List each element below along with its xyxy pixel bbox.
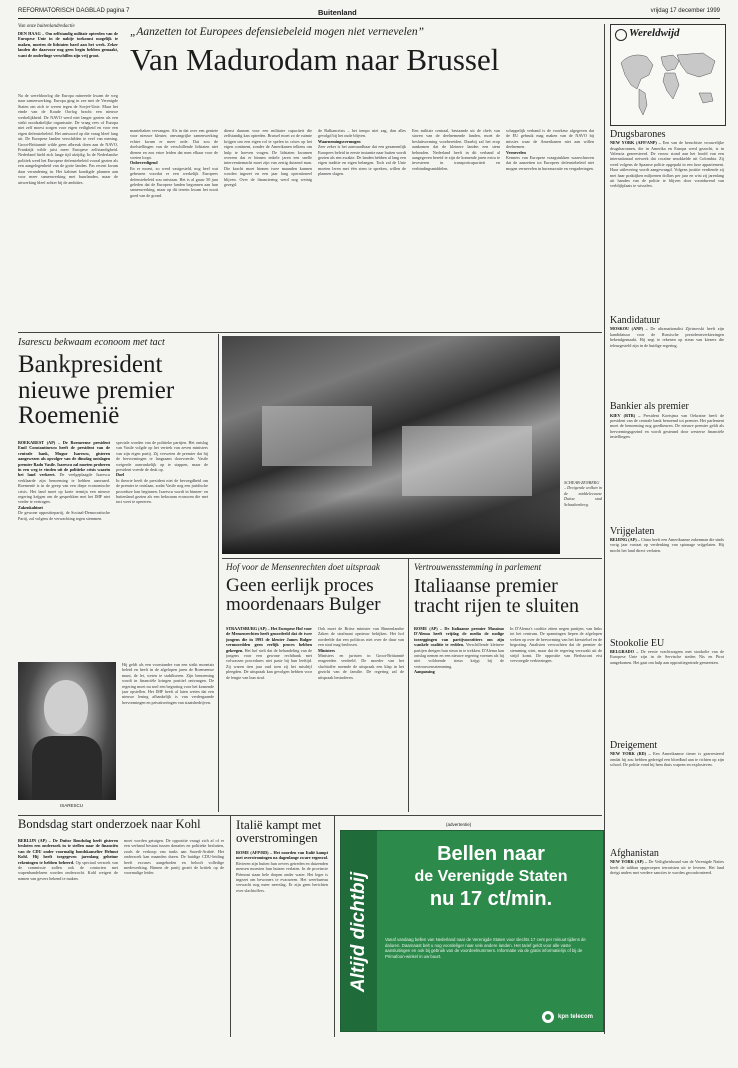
top-kicker: „Aanzetten tot Europees defensiebeleid mogen niet vernevelen” (130, 26, 425, 38)
romania-body-1: BOEKAREST (AP) – De Roemeense president Emil Constantinescu heeft de president van de centrale bank, Mugur Isarescu, gisteren aangewezen als opvolger van de dinsdag ontslagen premier Radu Vasile. Isarescu zal moeten proberen in een weg te vinden uit de politieke crisis waarin het land verkeert. De veelgeplaagde Isarescu verklaarde zijn benoeming te hebben aanvaard. Roemenië is in de greep van een diepe economische crisis. Het land moet op korte termijn een nieuwe regering krijgen om de gesprekken met het IMF niet verder te vertragen. Zakenkabinet De gewone oppositiepartij, de Sociaal-Democratische Partij, zal volgens de verwachting tegen stemmen. (18, 440, 110, 521)
romania-sub-2: Doel (116, 472, 125, 478)
paper-name: REFORMATORISCH DAGBLAD pagina 7 (18, 8, 130, 14)
ww-head-2: Kandidatuur (610, 315, 660, 327)
byline: Van onze buitenlandredactie (18, 24, 75, 29)
ww-dateline-7: NEW YORK (AP) – (610, 859, 648, 865)
ww-head-6: Dreigement (610, 739, 658, 751)
romania-sub-1: Zakenkabinet (18, 504, 43, 510)
section-rule-3 (18, 815, 602, 816)
top-body-1: Na de wereldoorlog die Europa ruïneerde kwam de weg naar samenwerking. Europa ging in zee met de Verenigde Staten om zich te weren tegen de Sovjet-Unie. Maar het einde van de Koude Oorlog bracht een nieuwe werkelijkheid. De NAVO werd niet langer gezien als een strikt noodzakelijke organisatie. De vraag rees of Europa niet zelf moest zorgen voor eigen veiligheid en voor een eigen defensiebeleid. Het antwoord op die vraag bleef lang uit. De Europese landen verschilden te veel van mening. Groot-Brittannië wilde geen afbreuk doen aan de NAVO, Frankrijk wilde juist meer Europese zelfstandigheid. Nederland hield zich lange tijd afzijdig. In de Nederlandse politiek werd het Europese defensiebeleid vooral gezien als een aangelegenheid van de grote landen. Pas recent kwam daar verandering in. Het kabinet kondigde plannen aan voor meer samenwerking met buurlanden, maar de uitwerking bleef achter bij de ambities. (18, 93, 118, 185)
column-divider-left (218, 334, 219, 812)
top-lead: DEN HAAG – Om zelfstandig militair optreden van de Europese Unie in de nabije toekomst mogelijk te maken, moeten de lidstaten hard aan het werk. Zeker landen die daarvoor nog geen begin hebben gemaakt, want de onderlinge verschillen zijn vrij groot. (18, 31, 118, 58)
ww-item-5: Stookolie EU BELGRADO – De eerste vrachtwagens met stookolie van de Europese Unie zijn in de Servische steden Nis en Pirot aangekomen. Het gaat om hulp aan oppositiegezinde gemeenten. (610, 637, 724, 665)
ww-dateline-4: BEIJING (AP) – (610, 536, 640, 542)
section-rule-2 (222, 558, 602, 559)
masthead (18, 8, 720, 17)
italy-bottom-dateline: ROME (AFP/RD) – (236, 850, 273, 855)
italy-top-body-1: ROME (AP) – De Italiaanse premier Massimo D'Alema heeft vrijdag de media de nodige toezeggingen van partijvoorzitters om zijn wankele coalitie te redden. Verschillende kleinere partijen dreigen hun steun in te trekken. D'Alema kan ontslag nemen en een nieuwe regering vormen als hij niet voldoende steun krijgt bij de vertrouwensstemming. Aanpassing (414, 626, 504, 675)
sub-vernevelen: Vernevelen (506, 149, 526, 155)
ad-body: Vanaf vandaag bellen van Nederland naar de Verenigde Staten voor slechts 17 cent per minuut tijdens de daluren. Daarnaast belt u nog voordeliger naar vele andere landen. Het tarief geldt voor alle vaste aansluitingen en ook bij gebruik van de voordeelnummers. Informatie via de gratis informatielijn of bij de Primafoon-winkel in uw buurt. (385, 937, 586, 959)
romania-body-3: Hij geldt als een voorstander van een strikt monetair beleid en heeft in de afgelopen jaren de Roemeense munt, de lei, weten te stabiliseren. Zijn benoeming wordt in financiële kringen positief ontvangen. De regering moet nu snel een begroting voor het komende jaar opstellen. Het IMF heeft al laten weten dat een nieuwe lening afhankelijk is van verdergaande hervormingen en privatiseringen van staatsbedrijven. (122, 662, 214, 705)
top-body-3: dienst daarom voor een militaire capaciteit die zelfstandig kan optreden. Brussel moet zo de ruimte krijgen om een eigen rol te spelen in crises op het eigen continent, zonder de Amerikanen telkens om hulp te hoeven vragen. De lidstaten kwamen overeen dat er binnen enkele jaren een snelle interventiemacht moet zijn van zestig duizend man. Die kracht moet binnen twee maanden kunnen worden ingezet en een jaar lang operationeel blijven. Over de financiering werd nog weinig gezegd. (224, 128, 312, 188)
portrait-suit (32, 736, 102, 800)
ww-dateline-6: NEW YORK (RD) – (610, 751, 651, 757)
bulger-body-1: STRAATSBURG (AP) – Het Europese Hof voor de Mensenrechten heeft geoordeeld dat de twee jongens die in 1993 de kleuter James Bulger vermoordden geen eerlijk proces hebben gekregen. Het hof stelt dat de behandeling van de jongens voor een gewone rechtbank met volwassen procedures niet paste bij hun leeftijd. Zij waren tien jaar oud toen zij het misdrijf pleegden. De uitspraak kan gevolgen hebben voor de lengte van hun straf. (226, 626, 312, 680)
ww-dateline-5: BELGRADO – (610, 648, 639, 654)
ww-item-4: Vrijgelaten BEIJING (AP) – China heeft een Amerikaanse zakenman die sinds vorig jaar vastzat op verdenking van spionage vrijgelaten. Hij mocht het land direct verlaten. (610, 525, 724, 553)
ww-head-3: Bankier als premier (610, 401, 689, 413)
town-photo (222, 336, 560, 554)
italy-top-body-2: In D'Alema's coalitie zitten negen partijen, van links tot het centrum. De spanningen liepen de afgelopen weken op over de hervorming van het kiesstelsel en de begroting. Analisten verwachten dat de premier de stemming wint, maar dat de regering verzwakt uit de strijd komt. De oppositie van Berlusconi eist vervroegde verkiezingen. (510, 626, 602, 664)
photo-castle (402, 426, 532, 496)
bulger-kicker: Hof voor de Mensenrechten doet uitspraak (226, 562, 380, 572)
top-headline: Van Madurodam naar Brussel (130, 42, 500, 77)
italy-top-sub: Aanpassing (414, 669, 435, 675)
kpn-logo-icon (542, 1011, 554, 1023)
bulger-body-2: Ook moet de Britse minister van Binnenlandse Zaken de strafmaat opnieuw bekijken. Het hof oordeelde dat een politicus niet over de duur van een straf mag beslissen. Ministers Ministers en juristen in Groot-Brittannië reageerden verdeeld. De moeder van het slachtoffer noemde de uitspraak een klap in het gezicht van de familie. De regering zal de uitspraak bestuderen. (318, 626, 404, 680)
sidebar-divider (604, 24, 605, 1034)
top-body-4: de Balkancrisis – het tempo niet zag, dan alles gevolgd bij het oude blijven. Waarnemingsvermogen Zeer zeker is het aanvaardbaar dat een gezamenlijk Europees beleid in eerste instantie naar buiten wordt gezien als een zwakte. De landen hebben al lang een eigen traditie en eigen belangen. Toch zal de Unie moeten leren met één stem te spreken, willen de plannen slagen. (318, 128, 406, 177)
ww-item-1: Drugsbarones NEW YORK (AFP/ANP) – Een van de beruchtste vrouwelijke drugsbaronnen, die in Amerika en Europa werd gezocht, is in Valencia gearresteerd. De vrouw stond aan het hoofd van een internationaal netwerk dat cocaïne smokkelde uit Colombia. Zij werd volgens de Spaanse politie opgepakt in een luxe appartement. Haar uitlevering wordt aangevraagd. Volgens justitie verdiende zij met haar praktijken miljoenen dollars per jaar en wist zij jarenlang uit handen van de politie te blijven door voortdurend van verblijfplaats te wisselen. (610, 129, 724, 189)
masthead-rule (18, 18, 720, 19)
italy-top-kicker: Vertrouwensstemming in parlement (414, 562, 542, 572)
section-title: Buitenland (318, 8, 357, 17)
ad-vertical-text: Altijd dichtbij (348, 871, 369, 993)
ad-line-1: Bellen naar (437, 843, 545, 865)
ww-item-3: Bankier als premier KIEV (RTR) – President Koetsjma van Oekraïne heeft de president van de centrale bank benoemd tot premier. Het parlement moet de benoeming nog goedkeuren. De nieuwe premier geldt als hervormingsgezind en wordt gesteund door westerse financiële instellingen. (610, 401, 724, 440)
portrait-face (44, 680, 88, 734)
photo-buildings (262, 406, 372, 466)
romania-kicker: Isarescu bekwaam econoom met tact (18, 337, 165, 348)
kohl-headline: Bondsdag start onderzoek naar Kohl (18, 817, 201, 831)
section-rule-1 (18, 332, 602, 333)
ww-item-7: Afghanistan NEW YORK (AP) – De Veiligheidsraad van de Verenigde Naties heeft de taliban opgeroepen terroristen uit te leveren. Het land dreigt anders met verdere sancties te worden geconfronteerd. (610, 848, 724, 876)
isarescu-caption: ISARESCU (60, 803, 84, 808)
ww-head-5: Stookolie EU (610, 637, 665, 649)
kohl-body-2: moet worden getuigen. De oppositie vraagt zich af of er een verband bestaat tussen donaties en politieke besluiten, zoals de verkoop van tanks aan Saoedi-Arabië. Het onderzoek kan maanden duren. De huidige CDU-leiding heeft excuses aangeboden en belooft volledige medewerking. Binnen de partij groeit de kritiek op de voormalige leider. (124, 838, 224, 876)
ww-dateline-1: NEW YORK (AFP/ANP) – (610, 140, 661, 146)
ww-item-6: Dreigement NEW YORK (RD) – Een Amerikaanse tiener is gearresteerd omdat hij zou hebben gedreigd een bloedbad aan te richten op zijn school. De politie vond bij hem thuis wapens en explosieven. (610, 739, 724, 767)
italy-top-headline: Italiaanse premier tracht rijen te sluiten (414, 575, 579, 618)
ww-dateline-2: MOSKOU (ANP) – (610, 326, 648, 332)
town-photo-caption: SCHEAB-ZENBERG – Dreigende wolken in de middeleeuwse Duitse stad Schaabenberg. (564, 480, 602, 507)
ww-item-2: Kandidatuur MOSKOU (ANP) – De ultranationalist Zjirinovski heeft zijn kandidatuur voor de Russische presidentsverkiezingen bekendgemaakt. Hij zegt te rekenen op steun van kiezers die teleurgesteld zijn in de huidige regering. (610, 315, 724, 348)
ww-dateline-3: KIEV (RTR) – (610, 412, 641, 418)
kpn-advertisement[interactable] (340, 830, 604, 1032)
ww-head-4: Vrijgelaten (610, 525, 655, 537)
kohl-body-1: BERLIJN (AP) – De Duitse Bondsdag heeft gisteren besloten een onderzoek in te stellen naar de financiën van de CDU onder voormalig bondskanselier Helmut Kohl. Hij heeft toegegeven jarenlang geheime rekeningen te hebben beheerd. Op speciaal verzoek van de commissie zullen ook de contacten met wapenhandelaren worden onderzocht. Kohl weigert de namen van gevers bekend te maken. (18, 838, 118, 881)
top-lead-column (18, 24, 118, 343)
ad-headline-block (385, 843, 597, 911)
ad-brand (542, 1011, 593, 1023)
globe-icon (615, 29, 627, 41)
italy-top-dateline: ROME (AP) – (414, 626, 443, 631)
sub-onbevredigend: Onbevredigend (130, 160, 158, 166)
ww-head-7: Afghanistan (610, 848, 659, 860)
romania-body-2: speciale worden van de politieke partijen. Het ontslag van Vasile volgde op het vertrek van zeven ministers van zijn eigen partij. Zij verweten de premier dat hij de hervormingen te langzaam doorvoerde. Vasile weigerde aanvankelijk op te stappen, maar de president voerde de druk op. Doel In theorie heeft de president niet de bevoegdheid om de premier te ontslaan, zodat Vasile nog een juridische procedure kan beginnen. Isarescu wordt in binnen- en buitenland gezien als een bekwaam econoom die met tact weet te opereren. (116, 440, 208, 505)
issue-date: vrijdag 17 december 1999 (650, 8, 720, 14)
ad-brand-text: kpn telecom (557, 1014, 593, 1020)
bulger-dateline: STRAATSBURG (AP) – (226, 626, 270, 631)
romania-dateline: BOEKAREST (AP) – (18, 440, 61, 445)
column-divider-mid (408, 558, 409, 812)
kohl-dateline: BERLIJN (AP) – (18, 838, 51, 843)
column-divider-bottom-2 (334, 815, 335, 1037)
bulger-headline: Geen eerlijk proces moordenaars Bulger (226, 575, 381, 616)
column-divider-bottom-1 (230, 815, 231, 1037)
wereldwijd-title: Wereldwijd (629, 27, 680, 39)
top-body-6: schappelijk verband is de voorkeur afgegeven dat de EU gebruik mag maken van de NAVO bij missies waar de Amerikanen niet aan willen deelnemen. Vernevelen Kenners van Europese vraagstukken waarschuwen dat de aanzetten tot Europees defensiebeleid niet mogen vernevelen in bureaucratie en vergaderingen. (506, 128, 594, 171)
sub-waarneming: Waarnemingsvermogen (318, 138, 361, 144)
ad-line-3: nu 17 ct/min. (429, 888, 553, 910)
isarescu-photo (18, 662, 116, 800)
ad-label: (advertentie) (446, 822, 472, 827)
romania-headline: Bankpresident nieuwe premier Roemenië (18, 351, 175, 429)
top-body-2: manteltaken vervangen. Als in dat over een geniete voor nieuwe kleuter, omvangrijke samenwerking echter kwam er meer orde. Dat zou de doelstellingen van de verschillende lidstaten niet dienen en zou ertoe leiden dat men elkaar voor de voeten loopt. Onbevredigend En er moest, zo werd vastgesteld, nog heel wat gebeuren voordat er een werkelijk Europees defensiebeleid zou ontstaan. Het is al gauw 50 jaar geleden dat de Europese landen begonnen aan hun samenwerking, maar op dit terrein kwam het nooit goed van de grond. (130, 128, 218, 198)
wereldwijd-header (610, 24, 726, 126)
ad-line-2: de Verenigde Staten (414, 868, 568, 885)
world-map (615, 45, 721, 121)
italy-bottom-body: ROME (AFP/RD) – Het noorden van Italië kampt met overstromingen na dagenlange zware regenval. Rivieren zijn buiten hun oevers getreden en duizenden mensen moesten hun huizen verlaten. In de provincie Piëmont staan hele dorpen onder water. Het leger is ingezet om bewoners te evacueren. Het weerbureau verwacht nog meer neerslag. Er zijn geen berichten over slachtoffers. (236, 850, 328, 893)
ww-head-1: Drugsbarones (610, 129, 666, 140)
bulger-sub: Ministers (318, 647, 335, 653)
photo-forest (222, 494, 560, 554)
italy-bottom-headline: Italië kampt met overstromingen (236, 817, 322, 846)
wereldwijd-items (610, 130, 724, 951)
top-body-5: Een militair centraal, bestaande uit de chefs van staven van de deelnemende landen, moet de besluitvorming voorbereiden. Daarbij zal het erop aankomen dat de kleinere landen een stem behouden. Nederland heeft in dit verband al aangegeven bereid te zijn de komende jaren extra te investeren in transportcapaciteit en verbindingsmiddelen. (412, 128, 500, 171)
